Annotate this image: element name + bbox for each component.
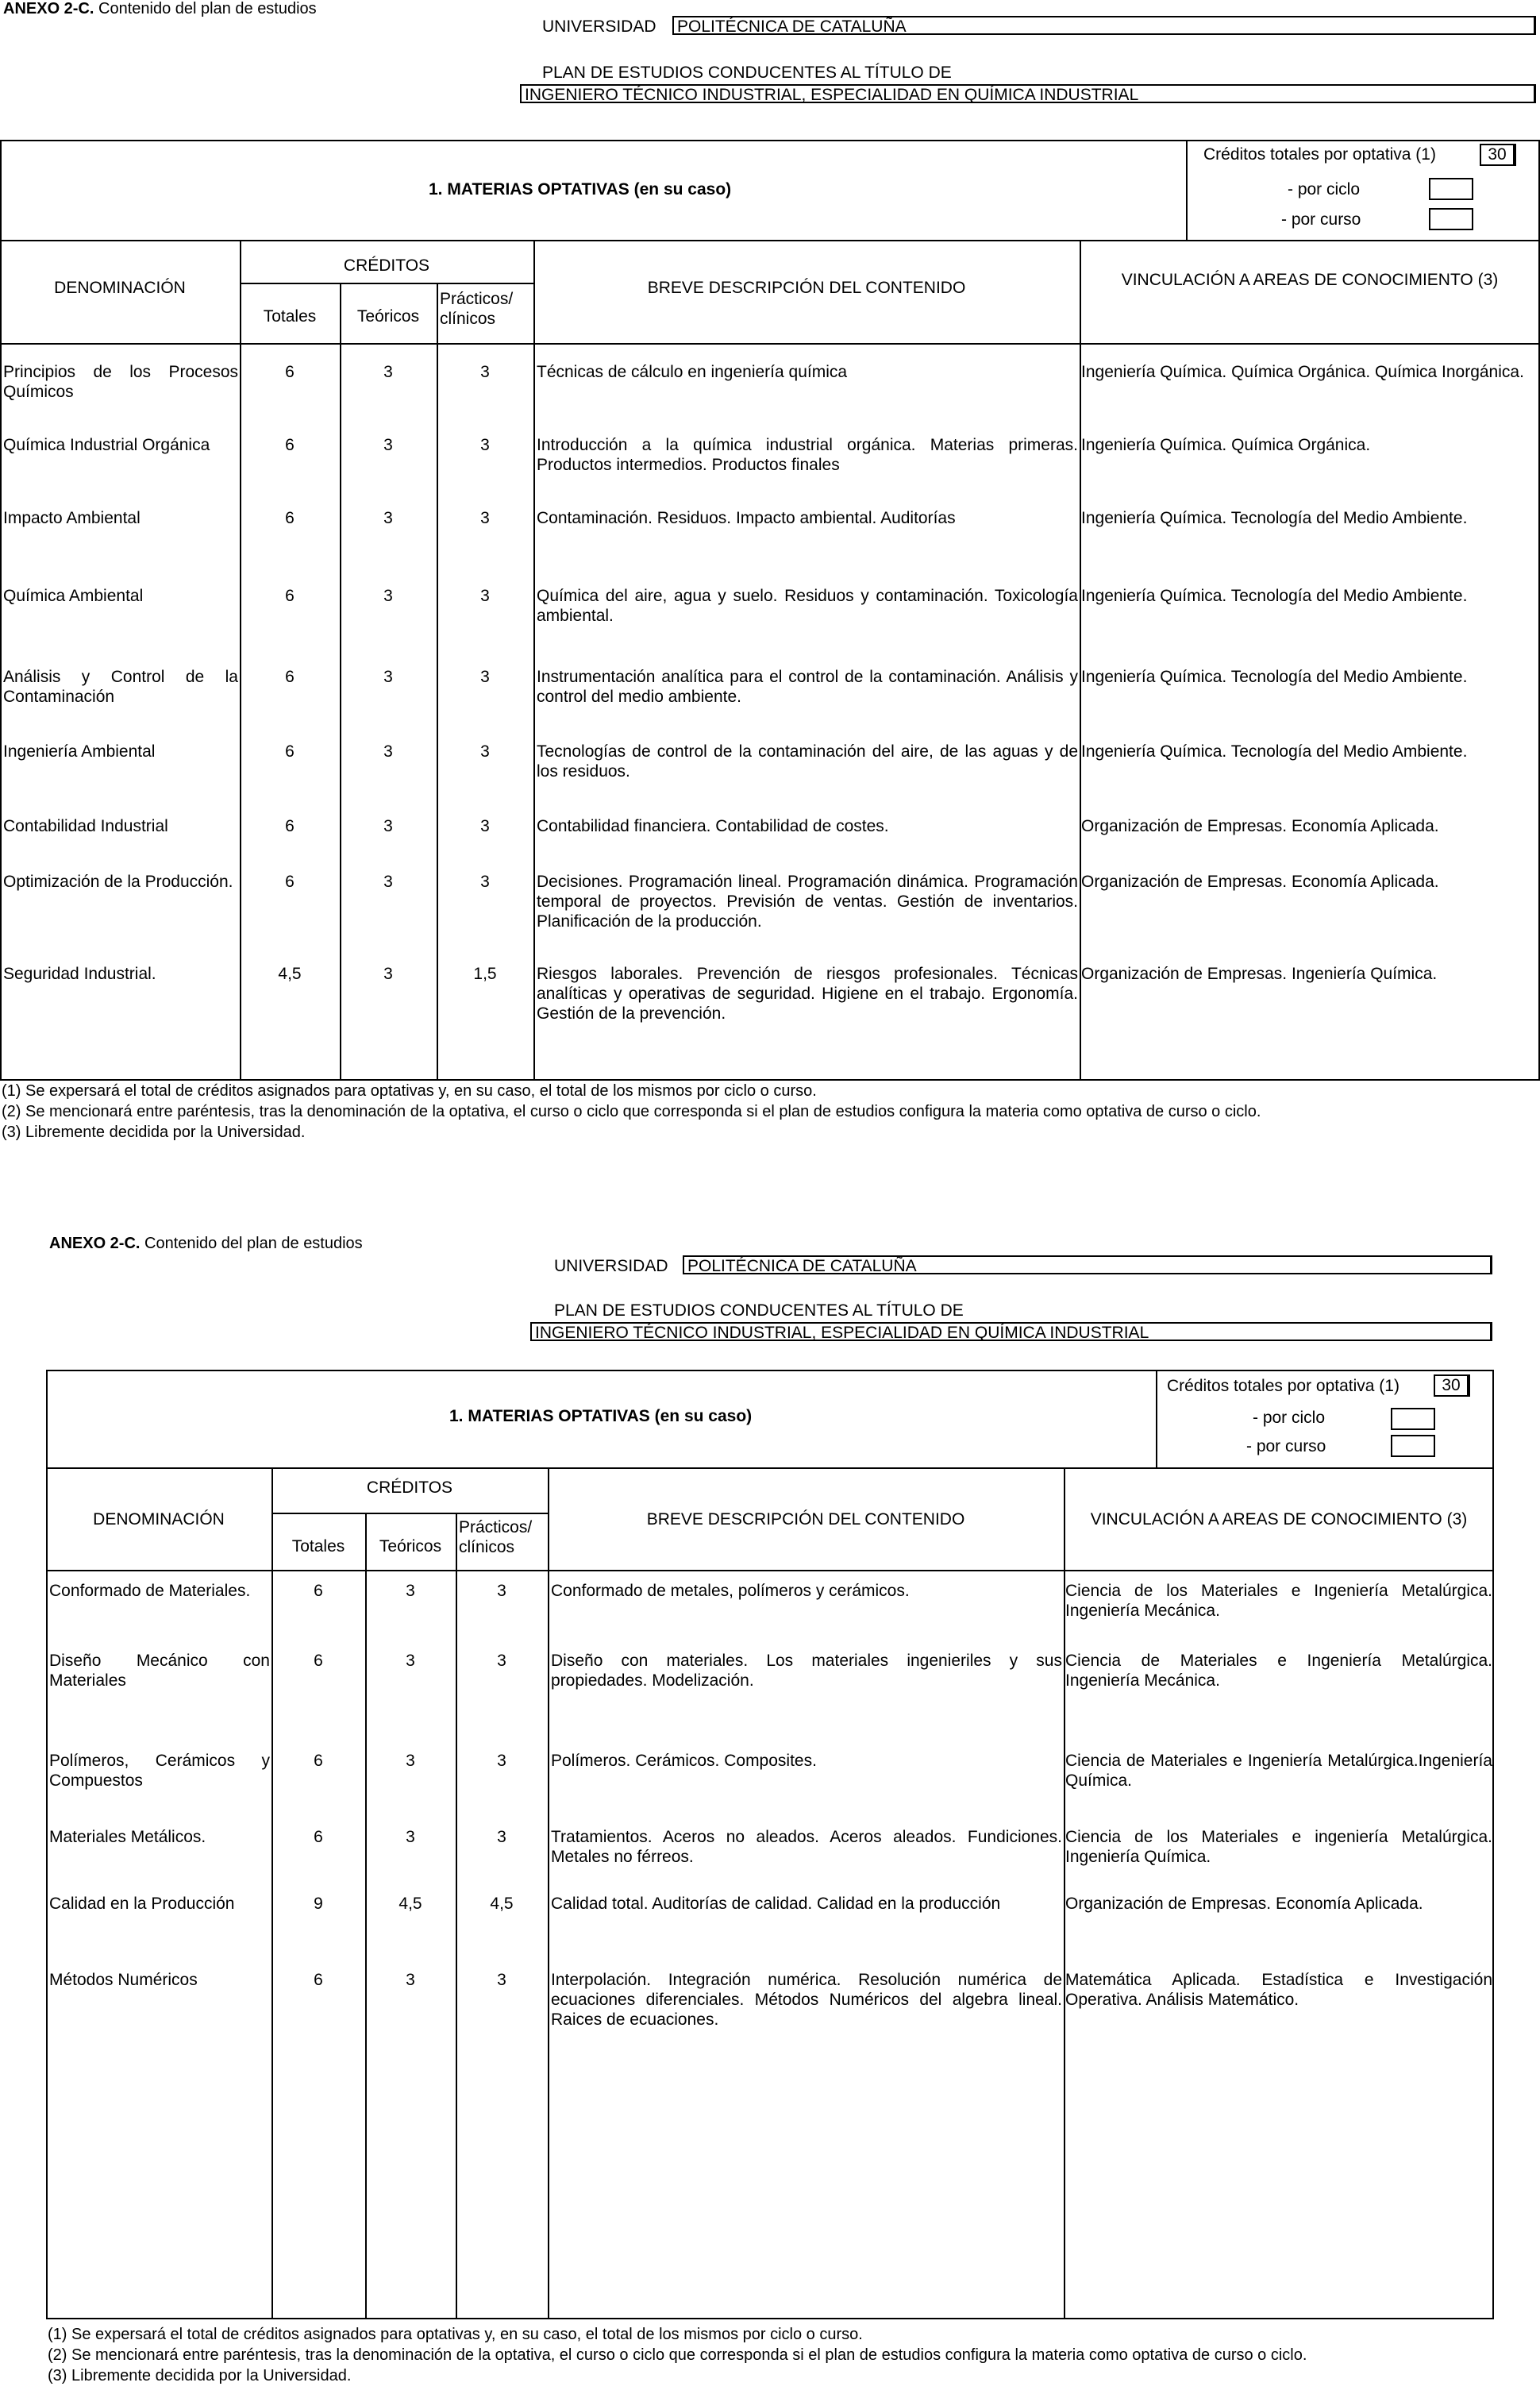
credits-practice: 3 <box>480 668 490 686</box>
content-description: Diseño con materiales. Los materiales ingenieriles y sus propiedades. Modelización. <box>551 1652 1062 1690</box>
annex-heading: ANEXO 2-C. Contenido del plan de estudios <box>49 1235 363 1252</box>
credits-total: 6 <box>285 587 295 605</box>
subject-name: Seguridad Industrial. <box>3 965 156 983</box>
footnote-2: (2) Se mencionará entre paréntesis, tras la denominación de la optativa, el curso o ciclo que corresponda si el plan de estudios configura la materia como optativa de curso o ciclo. <box>2 1103 1261 1120</box>
col-practicos: Prácticos/ clínicos <box>459 1518 533 1556</box>
credits-total: 4,5 <box>278 965 302 983</box>
credits-total: 6 <box>285 742 295 761</box>
credits-total-label: Créditos totales por optativa (1) <box>1203 145 1436 164</box>
per-course-box <box>1391 1435 1435 1457</box>
per-course-box <box>1429 208 1473 230</box>
per-course-label: - por curso <box>1281 210 1361 229</box>
credits-theory: 4,5 <box>398 1895 422 1913</box>
col-descripcion: BREVE DESCRIPCIÓN DEL CONTENIDO <box>647 279 966 297</box>
per-cycle-box <box>1429 178 1473 200</box>
per-cycle-box <box>1391 1408 1435 1430</box>
per-cycle-label: - por ciclo <box>1288 180 1361 199</box>
subject-name: Polímeros, Cerámicos y Compuestos <box>49 1752 270 1790</box>
credits-theory: 3 <box>406 1582 415 1600</box>
credits-practice: 3 <box>480 509 490 527</box>
credits-theory: 3 <box>383 436 393 454</box>
credits-total-value: 30 <box>1480 144 1516 166</box>
university-value: POLITÉCNICA DE CATALUÑA <box>672 16 1536 35</box>
content-description: Instrumentación analítica para el control de la contaminación. Análisis y control del medio ambiente. <box>537 668 1078 706</box>
credits-theory: 3 <box>383 587 393 605</box>
credits-theory: 3 <box>383 742 393 761</box>
credits-practice: 3 <box>480 873 490 891</box>
content-description: Conformado de metales, polímeros y cerámicos. <box>551 1582 910 1600</box>
knowledge-areas: Ingeniería Química. Tecnología del Medio Ambiente. <box>1081 509 1468 527</box>
credits-practice: 3 <box>480 587 490 605</box>
knowledge-areas: Ingeniería Química. Tecnología del Medio Ambiente. <box>1081 668 1468 686</box>
credits-total: 6 <box>285 363 295 381</box>
credits-total: 6 <box>285 817 295 835</box>
credits-practice: 3 <box>497 1652 506 1670</box>
university-value: POLITÉCNICA DE CATALUÑA <box>683 1255 1492 1274</box>
col-descripcion: BREVE DESCRIPCIÓN DEL CONTENIDO <box>646 1510 965 1529</box>
credits-practice: 3 <box>480 363 490 381</box>
credits-total: 6 <box>314 1828 323 1846</box>
content-description: Calidad total. Auditorías de calidad. Calidad en la producción <box>551 1895 1001 1913</box>
content-description: Decisiones. Programación lineal. Programación dinámica. Programación temporal de proyectos. Previsión de ventas. Gestión de inventarios. Planificación de la producción. <box>537 873 1078 931</box>
plan-value: INGENIERO TÉCNICO INDUSTRIAL, ESPECIALIDAD EN QUÍMICA INDUSTRIAL <box>520 84 1536 103</box>
credits-theory: 3 <box>406 1652 415 1670</box>
footnote-3: (3) Libremente decidida por la Universidad. <box>2 1124 306 1141</box>
credits-total: 9 <box>314 1895 323 1913</box>
credits-practice: 3 <box>497 1582 506 1600</box>
credits-total: 6 <box>314 1652 323 1670</box>
footnote-2: (2) Se mencionará entre paréntesis, tras la denominación de la optativa, el curso o ciclo que corresponda si el plan de estudios configura la materia como optativa de curso o ciclo. <box>48 2346 1307 2364</box>
content-description: Interpolación. Integración numérica. Resolución numérica de ecuaciones diferenciales. Métodos Numéricos del algebra lineal. Raices de ecuaciones. <box>551 1971 1062 2029</box>
footnote-1: (1) Se expersará el total de créditos asignados para optativas y, en su caso, el total de los mismos por ciclo o curso. <box>48 2326 863 2343</box>
credits-theory: 3 <box>383 363 393 381</box>
credits-practice: 3 <box>497 1971 506 1989</box>
footnote-1: (1) Se expersará el total de créditos asignados para optativas y, en su caso, el total de los mismos por ciclo o curso. <box>2 1082 817 1100</box>
credits-theory: 3 <box>383 668 393 686</box>
subject-name: Impacto Ambiental <box>3 509 141 527</box>
knowledge-areas: Ingeniería Química. Tecnología del Medio Ambiente. <box>1081 742 1468 761</box>
credits-practice: 3 <box>480 742 490 761</box>
university-label: UNIVERSIDAD <box>554 1257 668 1275</box>
credits-theory: 3 <box>406 1752 415 1770</box>
knowledge-areas: Matemática Aplicada. Estadística e Investigación Operativa. Análisis Matemático. <box>1065 1971 1492 2009</box>
credits-theory: 3 <box>406 1971 415 1989</box>
credits-practice: 3 <box>497 1752 506 1770</box>
per-course-label: - por curso <box>1246 1437 1326 1455</box>
content-description: Tratamientos. Aceros no aleados. Aceros aleados. Fundiciones. Metales no férreos. <box>551 1828 1062 1866</box>
subject-name: Química Industrial Orgánica <box>3 436 210 454</box>
credits-practice: 3 <box>480 817 490 835</box>
knowledge-areas: Ciencia de Materiales e Ingeniería Metalúrgica.Ingeniería Química. <box>1065 1752 1492 1790</box>
knowledge-areas: Ciencia de los Materiales e ingeniería Metalúrgica. Ingeniería Química. <box>1065 1828 1492 1866</box>
plan-value: INGENIERO TÉCNICO INDUSTRIAL, ESPECIALIDAD EN QUÍMICA INDUSTRIAL <box>530 1322 1492 1341</box>
credits-theory: 3 <box>383 509 393 527</box>
credits-theory: 3 <box>383 965 393 983</box>
knowledge-areas: Ingeniería Química. Química Orgánica. <box>1081 436 1371 454</box>
col-creditos: CRÉDITOS <box>343 256 430 275</box>
knowledge-areas: Organización de Empresas. Economía Aplicada. <box>1081 873 1439 891</box>
col-totales: Totales <box>291 1537 345 1556</box>
subject-name: Contabilidad Industrial <box>3 817 168 835</box>
section-title: 1. MATERIAS OPTATIVAS (en su caso) <box>429 180 732 199</box>
col-totales: Totales <box>263 307 317 326</box>
col-teoricos: Teóricos <box>356 307 420 326</box>
content-description: Técnicas de cálculo en ingeniería química <box>537 363 848 381</box>
knowledge-areas: Organización de Empresas. Ingeniería Química. <box>1081 965 1438 983</box>
credits-theory: 3 <box>383 817 393 835</box>
credits-practice: 3 <box>497 1828 506 1846</box>
content-description: Introducción a la química industrial orgánica. Materias primeras. Productos intermedios. Productos finales <box>537 436 1078 474</box>
content-description: Contabilidad financiera. Contabilidad de costes. <box>537 817 889 835</box>
subject-name: Materiales Metálicos. <box>49 1828 206 1846</box>
plan-label: PLAN DE ESTUDIOS CONDUCENTES AL TÍTULO DE <box>554 1301 964 1320</box>
content-description: Química del aire, agua y suelo. Residuos y contaminación. Toxicología ambiental. <box>537 587 1078 625</box>
credits-total: 6 <box>285 436 295 454</box>
content-description: Polímeros. Cerámicos. Composites. <box>551 1752 817 1770</box>
knowledge-areas: Organización de Empresas. Economía Aplicada. <box>1065 1895 1423 1913</box>
subject-name: Calidad en la Producción <box>49 1895 235 1913</box>
section-title: 1. MATERIAS OPTATIVAS (en su caso) <box>449 1407 753 1425</box>
col-vinculacion: VINCULACIÓN A AREAS DE CONOCIMIENTO (3) <box>1121 271 1499 289</box>
credits-practice: 3 <box>480 436 490 454</box>
subject-name: Principios de los Procesos Químicos <box>3 363 238 401</box>
col-vinculacion: VINCULACIÓN A AREAS DE CONOCIMIENTO (3) <box>1090 1510 1468 1529</box>
credits-total: 6 <box>314 1582 323 1600</box>
knowledge-areas: Ingeniería Química. Tecnología del Medio Ambiente. <box>1081 587 1468 605</box>
credits-theory: 3 <box>383 873 393 891</box>
subject-name: Química Ambiental <box>3 587 144 605</box>
knowledge-areas: Ciencia de Materiales e Ingeniería Metalúrgica. Ingeniería Mecánica. <box>1065 1652 1492 1690</box>
knowledge-areas: Organización de Empresas. Economía Aplicada. <box>1081 817 1439 835</box>
col-denominacion: DENOMINACIÓN <box>54 279 186 297</box>
col-practicos: Prácticos/ clínicos <box>440 290 514 328</box>
content-description: Contaminación. Residuos. Impacto ambiental. Auditorías <box>537 509 956 527</box>
credits-total: 6 <box>314 1971 323 1989</box>
subject-name: Ingeniería Ambiental <box>3 742 156 761</box>
subject-name: Optimización de la Producción. <box>3 873 233 891</box>
knowledge-areas: Ciencia de los Materiales e Ingeniería Metalúrgica. Ingeniería Mecánica. <box>1065 1582 1492 1620</box>
content-description: Riesgos laborales. Prevención de riesgos profesionales. Técnicas analíticas y operativas de seguridad. Higiene en el trabajo. Ergonomía. Gestión de la prevención. <box>537 965 1078 1023</box>
col-teoricos: Teóricos <box>379 1537 442 1556</box>
plan-label: PLAN DE ESTUDIOS CONDUCENTES AL TÍTULO DE <box>542 64 952 82</box>
university-label: UNIVERSIDAD <box>542 17 656 36</box>
footnote-3: (3) Libremente decidida por la Universidad. <box>48 2367 352 2384</box>
credits-total: 6 <box>285 873 295 891</box>
credits-theory: 3 <box>406 1828 415 1846</box>
credits-total: 6 <box>314 1752 323 1770</box>
credits-total: 6 <box>285 668 295 686</box>
credits-total-value: 30 <box>1434 1374 1470 1397</box>
credits-practice: 4,5 <box>490 1895 514 1913</box>
credits-total: 6 <box>285 509 295 527</box>
subject-name: Análisis y Control de la Contaminación <box>3 668 238 706</box>
subject-name: Métodos Numéricos <box>49 1971 198 1989</box>
subject-name: Diseño Mecánico con Materiales <box>49 1652 270 1690</box>
knowledge-areas: Ingeniería Química. Química Orgánica. Química Inorgánica. <box>1081 363 1524 381</box>
plan-page-1 <box>0 0 1540 1171</box>
annex-heading: ANEXO 2-C. Contenido del plan de estudios <box>3 0 317 17</box>
content-description: Tecnologías de control de la contaminación del aire, de las aguas y de los residuos. <box>537 742 1078 781</box>
credits-practice: 1,5 <box>473 965 497 983</box>
credits-total-label: Créditos totales por optativa (1) <box>1167 1377 1399 1395</box>
col-denominacion: DENOMINACIÓN <box>93 1510 225 1529</box>
plan-page-2 <box>0 1227 1540 2394</box>
col-creditos: CRÉDITOS <box>366 1478 453 1497</box>
per-cycle-label: - por ciclo <box>1253 1409 1326 1427</box>
subject-name: Conformado de Materiales. <box>49 1582 251 1600</box>
